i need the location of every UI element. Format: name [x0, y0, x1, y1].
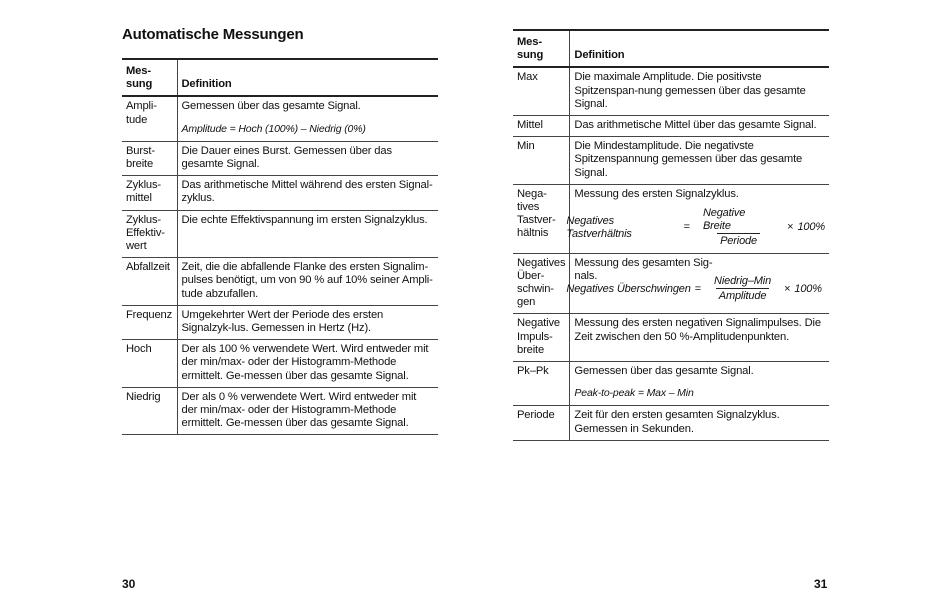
left-measurement-table [122, 58, 438, 435]
measurement-definition: Gemessen über das gesamte Signal. Peak-to-peak = Max – Min [570, 362, 829, 406]
table-row [513, 67, 829, 115]
right-measurement-table [513, 29, 829, 441]
measurement-definition: Umgekehrter Wert der Periode des ersten Signalzyk-lus. Gemessen in Hertz (Hz). [177, 305, 438, 339]
measurement-definition: Die Mindestamplitude. Die negativste Spitzenspannung gemessen über das gesamte Signal. [570, 137, 829, 185]
measurement-definition: Messung des ersten Signalzyklus. Negatives Tastverhältnis = $\frac{\text{Negative Breite}}{\text{Periode}}$ × 100% [570, 184, 829, 253]
measurement-definition: Die echte Effektivspannung im ersten Signalzyklus. [177, 210, 438, 258]
table-row [513, 314, 829, 362]
measurement-name: Mittel [513, 116, 570, 137]
table-row [513, 184, 829, 253]
measurement-name: Negative Impuls- breite [513, 314, 570, 362]
negative-overshoot-formula: Negatives Überschwingen = $\frac{\text{Niedrig–Min}}{\text{Amplitude}}$ × 100% [566, 275, 822, 303]
amplitude-formula: Amplitude = Hoch (100%) – Niedrig (0%) [181, 122, 366, 135]
column-header-definition: Definition [177, 59, 438, 96]
table-row [513, 406, 829, 440]
table-row [122, 210, 438, 258]
page-number-left: 30 [122, 577, 136, 591]
table-row [122, 258, 438, 306]
page-number-right: 31 [814, 577, 828, 591]
table-row [513, 116, 829, 137]
column-header-definition: Definition [570, 30, 829, 67]
measurement-definition: Die maximale Amplitude. Die positivste Spitzenspan-nung gemessen über das gesamte Signal. [570, 67, 829, 115]
measurement-definition: Das arithmetische Mittel während des ersten Signal-zyklus. [177, 176, 438, 210]
negative-duty-cycle-formula: Negatives Tastverhältnis = $\frac{\text{Negative Breite}}{\text{Periode}}$ × 100% [566, 207, 825, 248]
measurement-name: Zyklus- mittel [122, 176, 177, 210]
column-header-measurement: Mes- sung [513, 30, 570, 67]
measurement-name: Hoch [122, 340, 177, 388]
table-row [513, 362, 829, 406]
measurement-name: Pk–Pk [513, 362, 570, 406]
measurement-name: Nega- tives Tastver- hältnis [513, 184, 570, 253]
table-row [122, 340, 438, 388]
measurement-definition: Das arithmetische Mittel über das gesamte Signal. [570, 116, 829, 137]
measurement-name: Abfallzeit [122, 258, 177, 306]
table-row [513, 137, 829, 185]
table-row [122, 96, 438, 141]
measurement-name: Negatives Über- schwin- gen [513, 253, 570, 314]
measurement-definition: Messung des gesamten Sig-nals. Negatives Überschwingen = $\frac{\text{Niedrig–Min}}{\text{Amplitude}}$ × 100% [570, 253, 829, 314]
measurement-definition: Gemessen über das gesamte Signal. Amplitude = Hoch (100%) – Niedrig (0%) [177, 96, 438, 141]
table-header-row [513, 30, 829, 67]
table-row [122, 176, 438, 210]
measurement-name: Min [513, 137, 570, 185]
table-row [513, 253, 829, 314]
measurement-definition: Der als 0 % verwendete Wert. Wird entweder mit der min/max- oder der Histogramm-Methode ermittelt. Ge-messen über das gesamte Signal. [177, 387, 438, 435]
measurement-name: Zyklus- Effektiv- wert [122, 210, 177, 258]
measurement-name: Niedrig [122, 387, 177, 435]
table-row [122, 305, 438, 339]
column-header-measurement: Mes- sung [122, 59, 177, 96]
table-row [122, 141, 438, 175]
measurement-definition: Zeit, die die abfallende Flanke des ersten Signalim-pulses benötigt, um von 90 % auf 10% seiner Ampli-tude abzufallen. [177, 258, 438, 306]
table-header-row [122, 59, 438, 96]
peak-to-peak-formula: Peak-to-peak = Max – Min [574, 387, 694, 400]
measurement-definition: Der als 100 % verwendete Wert. Wird entweder mit der min/max- oder der Histogramm-Methode ermittelt. Ge-messen über das gesamte Signal. [177, 340, 438, 388]
left-page-heading: Automatische Messungen [122, 26, 304, 43]
measurement-definition: Messung des ersten negativen Signalimpulses. Die Zeit zwischen den 50 %-Amplitudenpunkten. [570, 314, 829, 362]
measurement-name: Max [513, 67, 570, 115]
measurement-name: Burst- breite [122, 141, 177, 175]
measurement-name: Ampli- tude [122, 96, 177, 141]
table-row [122, 387, 438, 435]
measurement-name: Periode [513, 406, 570, 440]
measurement-definition: Die Dauer eines Burst. Gemessen über das gesamte Signal. [177, 141, 438, 175]
measurement-name: Frequenz [122, 305, 177, 339]
measurement-definition: Zeit für den ersten gesamten Signalzyklus. Gemessen in Sekunden. [570, 406, 829, 440]
